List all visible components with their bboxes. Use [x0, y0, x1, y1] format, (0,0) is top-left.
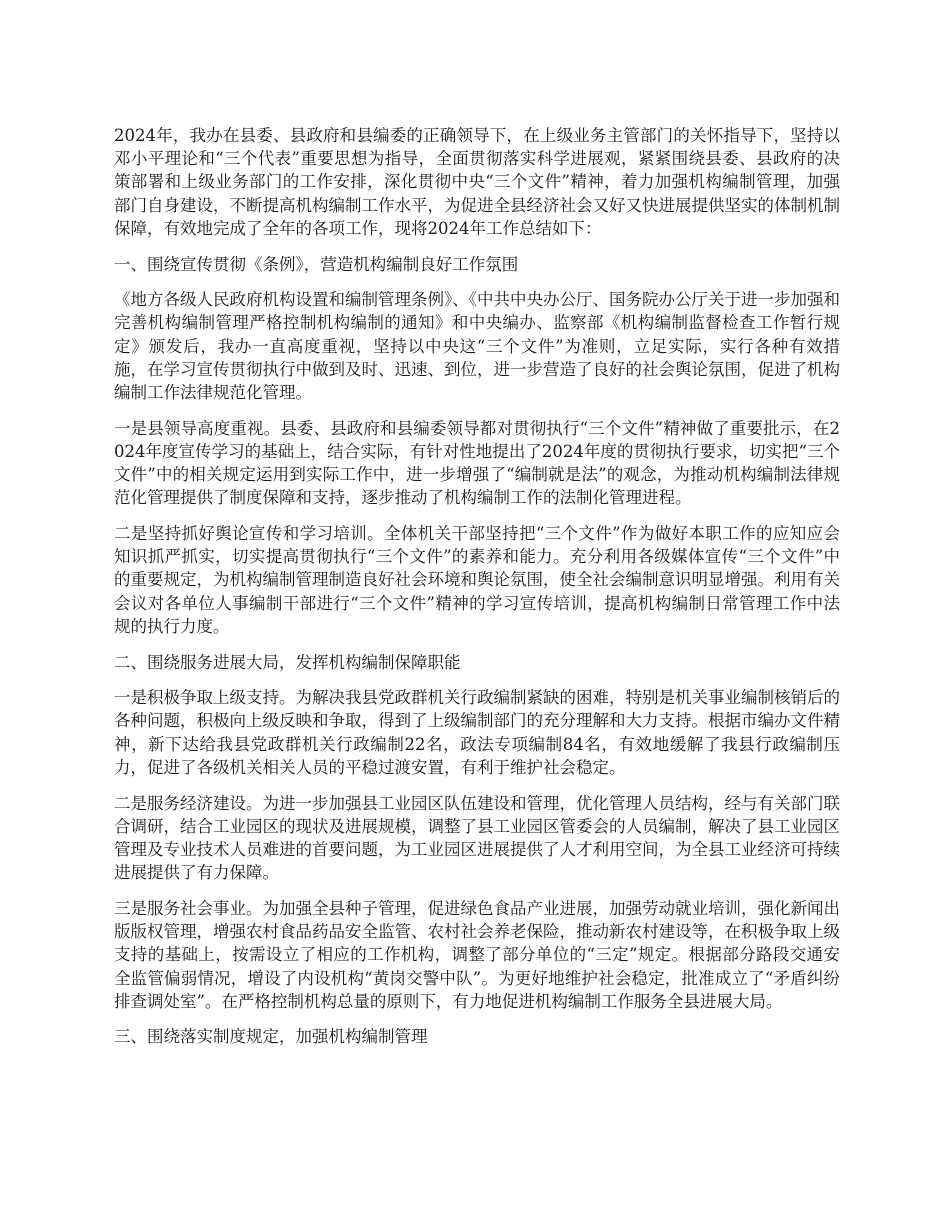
body-paragraph: 一是县领导高度重视。县委、县政府和县编委领导都对贯彻执行“三个文件”精神做了重要批示，在2024年度宣传学习的基础上，结合实际，有针对性地提出了2024年度的贯彻执行要求，切实把“三个文件”中的相关规定运用到实际工作中，进一步增强了“编制就是法”的观念，为推动机构编制法律规范化管理提供了制度保障和支持，逐步推动了机构编制工作的法制化管理进程。 [114, 418, 840, 508]
body-paragraph: 二是服务经济建设。为进一步加强县工业园区队伍建设和管理，优化管理人员结构，经与有关部门联合调研，结合工业园区的现状及进展规模，调整了县工业园区管委会的人员编制，解决了县工业园区管理及专业技术人员难进的首要问题，为工业园区进展提供了人才利用空间，为全县工业经济可持续进展提供了有力保障。 [114, 793, 840, 883]
body-paragraph: 一是积极争取上级支持。为解决我县党政群机关行政编制紧缺的困难，特别是机关事业编制核销后的各种问题，积极向上级反映和争取，得到了上级编制部门的充分理解和大力支持。根据市编办文件精神，新下达给我县党政群机关行政编制22名，政法专项编制84名，有效地缓解了我县行政编制压力，促进了各级机关相关人员的平稳过渡安置，有利于维护社会稳定。 [114, 688, 840, 777]
section-heading-3: 三、围绕落实制度规定，加强机构编制管理 [114, 1027, 428, 1047]
section-heading-2: 二、围绕服务进展大局，发挥机构编制保障职能 [114, 652, 461, 672]
intro-paragraph: 2024年，我办在县委、县政府和县编委的正确领导下，在上级业务主管部门的关怀指导下，坚持以邓小平理论和“三个代表”重要思想为指导，全面贯彻落实科学进展观，紧紧围绕县委、县政府的决策部署和上级业务部门的工作安排，深化贯彻中央“三个文件”精神，着力加强机构编制管理，加强部门自身建设，不断提高机构编制工作水平，为促进全县经济社会又好又快进展提供坚实的体制机制保障，有效地完成了全年的各项工作，现将2024年工作总结如下： [114, 126, 840, 238]
body-paragraph: 二是坚持抓好舆论宣传和学习培训。全体机关干部坚持把“三个文件”作为做好本职工作的应知应会知识抓严抓实，切实提高贯彻执行“三个文件”的素养和能力。充分利用各级媒体宣传“三个文件”中的重要规定，为机构编制管理制造良好社会环境和舆论氛围，使全社会编制意识明显增强。利用有关会议对各单位人事编制干部进行“三个文件”精神的学习宣传培训，提高机构编制日常管理工作中法规的执行力度。 [114, 524, 840, 636]
body-paragraph: 三是服务社会事业。为加强全县种子管理，促进绿色食品产业进展，加强劳动就业培训，强化新闻出版版权管理，增强农村食品药品安全监管、农村社会养老保险，推动新农村建设等，在积极争取上级支持的基础上，按需设立了相应的工作机构，调整了部分单位的“三定”规定。根据部分路段交通安全监管偏弱情况，增设了内设机构“黄岗交警中队”。为更好地维护社会稳定，批准成立了“矛盾纠纷排查调处室”。在严格控制机构总量的原则下，有力地促进机构编制工作服务全县进展大局。 [114, 898, 840, 1011]
section-heading-1: 一、围绕宣传贯彻《条例》，营造机构编制良好工作氛围 [114, 254, 519, 274]
document-body [114, 124, 840, 1061]
body-paragraph: 《地方各级人民政府机构设置和编制管理条例》、《中共中央办公厅、国务院办公厅关于进一步加强和完善机构编制管理严格控制机构编制的通知》和中央编办、监察部《机构编制监督检查工作暂行规定》颁发后，我办一直高度重视，坚持以中央这“三个文件”为准则，立足实际，实行各种有效措施，在学习宣传贯彻执行中做到及时、迅速、到位，进一步营造了良好的社会舆论氛围，促进了机构编制工作法律规范化管理。 [114, 290, 840, 403]
